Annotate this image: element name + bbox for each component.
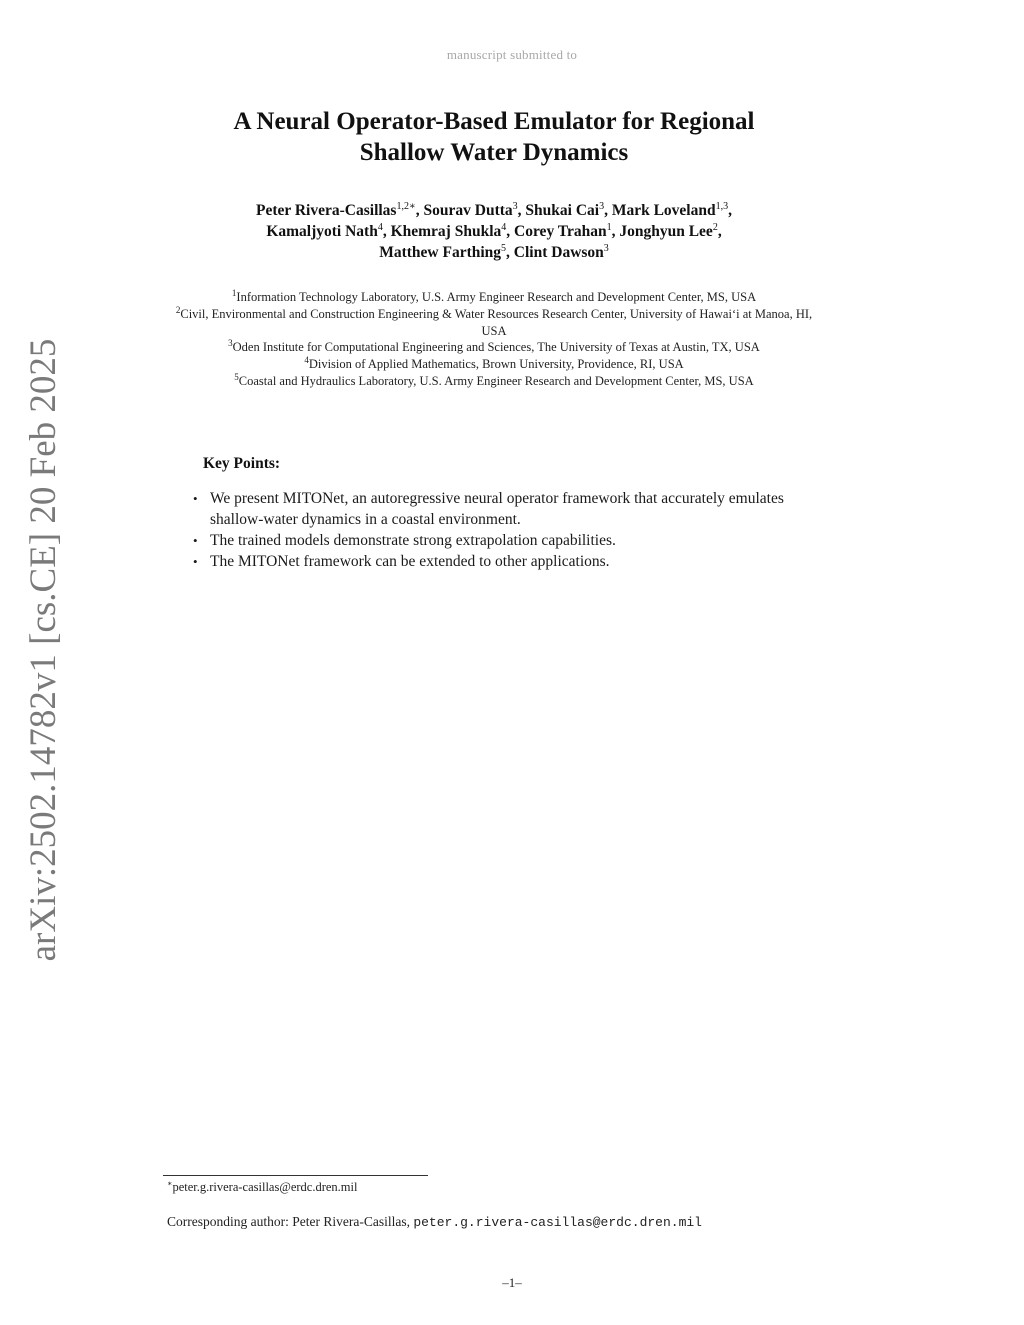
affiliation-item (165, 339, 823, 356)
author-list (150, 200, 838, 263)
key-points-list (192, 488, 832, 572)
author-name: Matthew Farthing (379, 244, 502, 261)
author-affiliation-marker: 4 (377, 221, 383, 233)
footnote-marker: ∗ (167, 1178, 173, 1188)
author-name: Mark Loveland (611, 202, 716, 219)
affiliation-marker: 3 (228, 338, 233, 349)
affiliation-item (165, 356, 823, 373)
bullet-icon: • (193, 491, 198, 506)
paper-title-line-1: A Neural Operator-Based Emulator for Regional (233, 108, 755, 135)
author-name: Corey Trahan (514, 223, 607, 240)
author-affiliation-marker: 1,3 (715, 200, 729, 212)
author-line-2: Kamaljyoti Nath$^4$, Khemraj Shukla$^4$, Corey Trahan$^1$, Jonghyun Lee$^2$, (266, 221, 722, 240)
author-affiliation-marker: 2 (712, 221, 718, 233)
author-affiliation-marker: 1 (606, 221, 612, 233)
affiliation-text: Oden Institute for Computational Engineering and Sciences, The University of Texas at Austin, TX, USA (232, 340, 760, 355)
author-affiliation-marker: 3 (599, 200, 605, 212)
author-affiliation-marker: 3 (603, 242, 609, 254)
paper-title (160, 106, 828, 168)
author-affiliation-marker: 1,2∗ (396, 200, 416, 212)
affiliation-marker: 5 (234, 371, 239, 382)
footnote-rule (163, 1175, 428, 1176)
affiliation-text: Coastal and Hydraulics Laboratory, U.S. Army Engineer Research and Development Center, MS, USA (238, 373, 754, 388)
affiliation-text: Information Technology Laboratory, U.S. Army Engineer Research and Development Center, MS, USA (236, 290, 757, 304)
author-name: Khemraj Shukla (390, 223, 502, 240)
header-note: manuscript submitted to (446, 47, 578, 62)
author-affiliation-marker: 4 (501, 221, 507, 233)
author-name: Peter Rivera-Casillas (256, 202, 397, 219)
affiliation-item (165, 289, 823, 306)
key-point-item (192, 488, 832, 530)
author-name: Kamaljyoti Nath (266, 223, 378, 240)
key-point-text: We present MITONet, an autoregressive neural operator framework that accurately emulates shallow-water dynamics in a coastal environment. (210, 490, 784, 528)
key-point-text: The trained models demonstrate strong extrapolation capabilities. (210, 532, 616, 549)
corresponding-author-email[interactable]: peter.g.rivera-casillas@erdc.dren.mil (413, 1215, 702, 1230)
affiliation-list (165, 289, 823, 390)
key-point-item (192, 530, 832, 551)
author-name: Clint Dawson (513, 244, 604, 261)
author-name: Sourav Dutta (423, 202, 513, 219)
footnote-text: peter.g.rivera-casillas@erdc.dren.mil (172, 1180, 358, 1194)
corresponding-author-label: Corresponding author: Peter Rivera-Casillas, (167, 1214, 410, 1229)
affiliation-text: Civil, Environmental and Construction Engineering & Water Resources Research Center, University of Hawai‘i at Manoa, HI, USA (180, 306, 813, 338)
paper-title-line-2: Shallow Water Dynamics (359, 139, 629, 166)
key-points-heading: Key Points: (203, 455, 281, 472)
affiliation-text: Division of Applied Mathematics, Brown University, Providence, RI, USA (308, 357, 684, 372)
author-affiliation-marker: 5 (501, 242, 507, 254)
author-line-1: Peter Rivera-Casillas$^{1,2∗}$, Sourav Dutta$^3$, Shukai Cai$^3$, Mark Loveland$^{1,3}$, (256, 200, 732, 219)
affiliation-marker: 2 (175, 304, 181, 315)
author-name: Jonghyun Lee (619, 223, 713, 240)
affiliation-marker: 1 (231, 287, 237, 298)
affiliation-item (165, 306, 823, 340)
corresponding-author (167, 1214, 702, 1230)
bullet-icon: • (193, 533, 198, 548)
author-name: Shukai Cai (525, 202, 600, 219)
key-point-text: The MITONet framework can be extended to other applications. (210, 553, 610, 570)
arxiv-identifier: arXiv:2502.14782v1 [cs.CE] 20 Feb 2025 (23, 338, 64, 962)
author-affiliation-marker: 3 (512, 200, 518, 212)
key-point-item (192, 551, 832, 572)
affiliation-marker: 4 (304, 355, 309, 366)
page-number: –1– (502, 1275, 522, 1290)
footnote (167, 1180, 357, 1195)
author-line-3: Matthew Farthing$^5$, Clint Dawson$^3$ (379, 242, 609, 261)
bullet-icon: • (193, 554, 198, 569)
affiliation-item (165, 373, 823, 390)
